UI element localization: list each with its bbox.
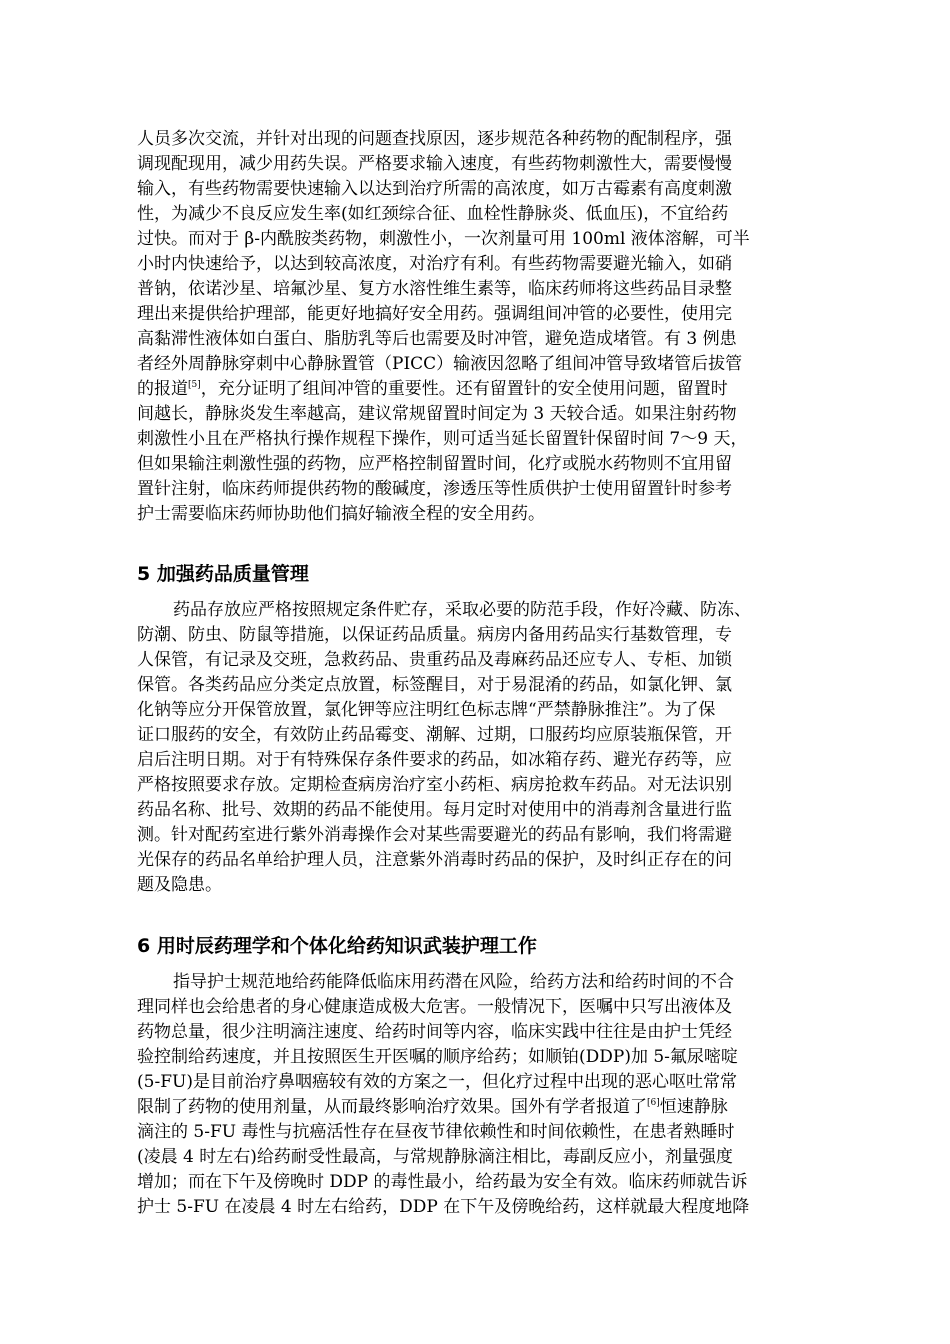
text-line: 间越长，静脉炎发生率越高，建议常规留置时间定为 3 天较合适。如果注射药物: [137, 404, 737, 424]
text-line: 性，为减少不良反应发生率(如红颈综合征、血栓性静脉炎、低血压)，不宜给药: [137, 204, 729, 224]
text-line: 刺激性小且在严格执行操作规程下操作，则可适当延长留置针保留时间 7～9 天，: [137, 429, 748, 449]
text-line: 药品名称、批号、效期的药品不能使用。每月定时对使用中的消毒剂含量进行监: [137, 800, 732, 820]
text-line: 护士 5-FU 在凌晨 4 时左右给药，DDP 在下午及傍晚给药，这样就最大程度地降: [137, 1197, 750, 1217]
text-segment: 的报道: [137, 379, 188, 399]
text-line: 保管。各类药品应分类定点放置，标签醒目，对于易混淆的药品，如氯化钾、氯: [137, 675, 732, 695]
text-line-with-reference: [137, 377, 728, 402]
text-line: 护士需要临床药师协助他们搞好输液全程的安全用药。: [137, 504, 545, 524]
text-line: 理同样也会给患者的身心健康造成极大危害。一般情况下，医嘱中只写出液体及: [137, 997, 732, 1017]
text-line: 理出来提供给护理部，能更好地搞好安全用药。强调组间冲管的必要性，使用完: [137, 304, 732, 324]
text-line: 但如果输注刺激性强的药物，应严格控制留置时间，化疗或脱水药物则不宜用留: [137, 454, 732, 474]
text-line: 滴注的 5-FU 毒性与抗癌活性存在昼夜节律依赖性和时间依赖性，在患者熟睡时: [137, 1122, 735, 1142]
text-line: 测。针对配药室进行紫外消毒操作会对某些需要避光的药品有影响，我们将需避: [137, 825, 732, 845]
text-line: 启后注明日期。对于有特殊保存条件要求的药品，如冰箱存药、避光存药等，应: [137, 750, 732, 770]
text-line: 人保管，有记录及交班，急救药品、贵重药品及毒麻药品还应专人、专柜、加锁: [137, 650, 732, 670]
text-line: 防潮、防虫、防鼠等措施，以保证药品质量。病房内备用药品实行基数管理，专: [137, 625, 732, 645]
text-line: 普钠，依诺沙星、培氟沙星、复方水溶性维生素等，临床药师将这些药品目录整: [137, 279, 732, 299]
text-line: 题及隐患。: [137, 875, 222, 895]
text-line: 药品存放应严格按照规定条件贮存，采取必要的防范手段，作好冷藏、防冻、: [173, 600, 751, 620]
text-line: 证口服药的安全，有效防止药品霉变、潮解、过期，口服药均应原装瓶保管，开: [137, 725, 732, 745]
text-line: 人员多次交流，并针对出现的问题查找原因，逐步规范各种药物的配制程序，强: [137, 129, 732, 149]
reference-mark: [5]: [188, 380, 201, 390]
text-line-with-reference: [137, 1095, 728, 1120]
section-heading: 6 用时辰药理学和个体化给药知识武装护理工作: [137, 935, 537, 957]
text-segment: 恒速静脉: [659, 1097, 728, 1117]
text-segment: 限制了药物的使用剂量，从而最终影响治疗效果。国外有学者报道了: [137, 1097, 647, 1117]
text-line: 增加；而在下午及傍晚时 DDP 的毒性最小，给药最为安全有效。临床药师就告诉: [137, 1172, 748, 1192]
text-line: 调现配现用，减少用药失误。严格要求输入速度，有些药物刺激性大，需要慢慢: [137, 154, 732, 174]
text-line: 者经外周静脉穿刺中心静脉置管（PICC）输液因忽略了组间冲管导致堵管后拔管: [137, 354, 743, 374]
section-heading: 5 加强药品质量管理: [137, 563, 309, 585]
text-line: 光保存的药品名单给护理人员，注意紫外消毒时药品的保护，及时纠正存在的问: [137, 850, 732, 870]
text-line: 指导护士规范地给药能降低临床用药潜在风险，给药方法和给药时间的不合: [173, 972, 734, 992]
text-line: 药物总量，很少注明滴注速度、给药时间等内容，临床实践中往往是由护士凭经: [137, 1022, 732, 1042]
text-line: 输入，有些药物需要快速输入以达到治疗所需的高浓度，如万古霉素有高度刺激: [137, 179, 732, 199]
text-line: 小时内快速给予，以达到较高浓度，对治疗有利。有些药物需要避光输入，如硝: [137, 254, 732, 274]
text-line: (5-FU)是目前治疗鼻咽癌较有效的方案之一，但化疗过程中出现的恶心呕吐常常: [137, 1072, 737, 1092]
text-segment: ，充分证明了组间冲管的重要性。还有留置针的安全使用问题，留置时: [200, 379, 728, 399]
text-line: (凌晨 4 时左右)给药耐受性最高，与常规静脉滴注相比，毒副反应小，剂量强度: [137, 1147, 733, 1167]
reference-mark: [6]: [647, 1098, 660, 1108]
text-line: 严格按照要求存放。定期检查病房治疗室小药柜、病房抢救车药品。对无法识别: [137, 775, 732, 795]
text-line: 置针注射，临床药师提供药物的酸碱度，渗透压等性质供护士使用留置针时参考: [137, 479, 732, 499]
text-line: 过快。而对于 β-内酰胺类药物，刺激性小，一次剂量可用 100ml 液体溶解，可半: [137, 229, 750, 249]
text-line: 化钠等应分开保管放置，氯化钾等应注明红色标志牌“严禁静脉推注”。为了保: [137, 700, 716, 720]
text-line: 验控制给药速度，并且按照医生开医嘱的顺序给药；如顺铂(DDP)加 5-氟尿嘧啶: [137, 1047, 738, 1067]
text-line: 高黏滞性液体如白蛋白、脂肪乳等后也需要及时冲管，避免造成堵管。有 3 例患: [137, 329, 737, 349]
